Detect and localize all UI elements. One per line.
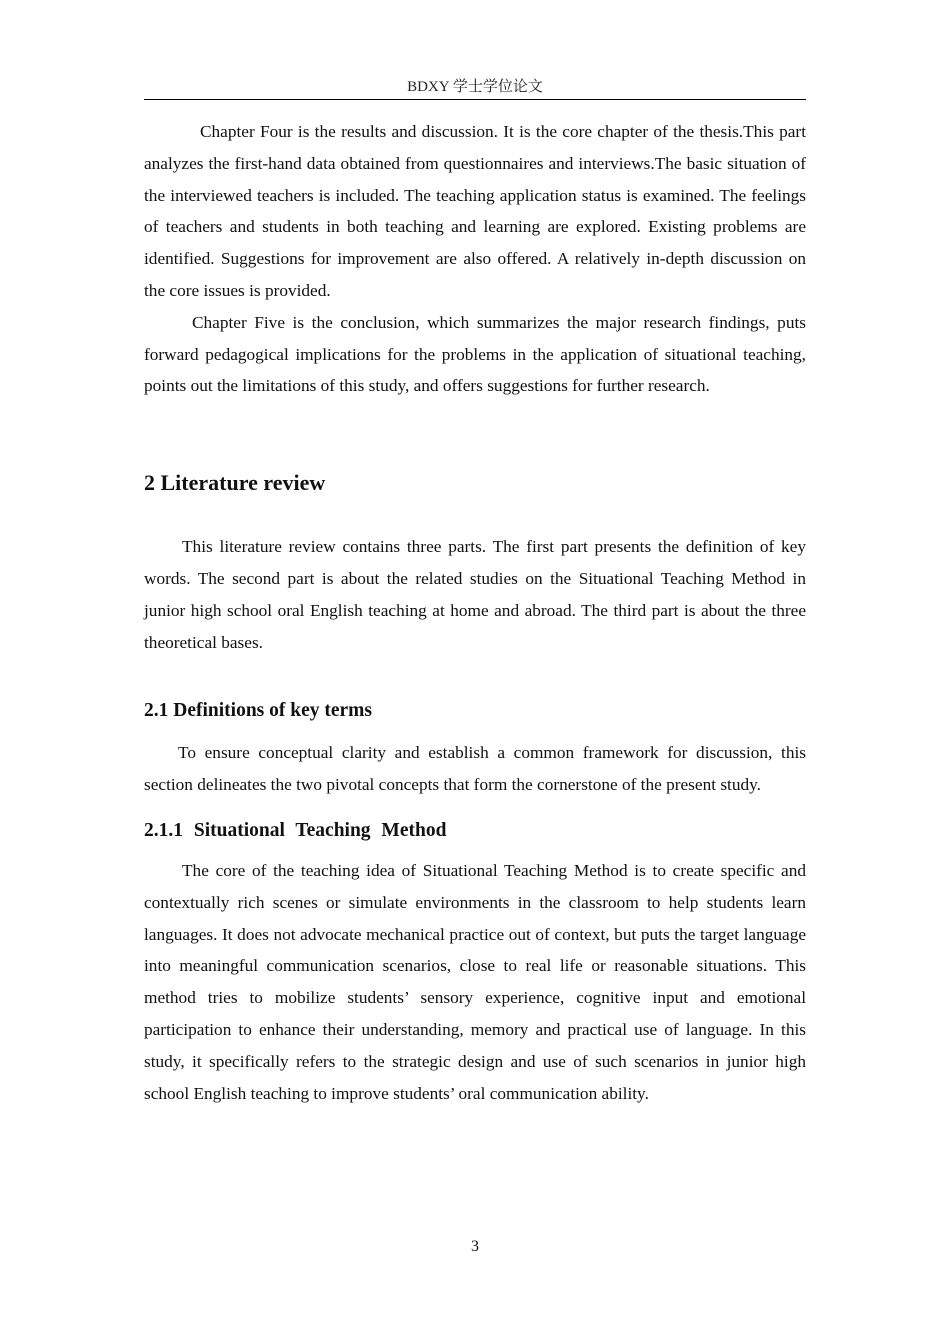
paragraph-chapter-four: Chapter Four is the results and discussion. It is the core chapter of the thesis.This part analyzes the first-hand data obtained from questionnaires and interviews.The basic situation of the interviewed teachers is included. The teaching application status is examined. The feelings of teachers and students in both teaching and learning are explored. Existing problems are identified. Suggestions for improvement are also offered. A relatively in-depth discussion on the core issues is provided.	[144, 122, 806, 300]
paragraph-definitions: To ensure conceptual clarity and establish a common framework for discussion, this section delineates the two pivotal concepts that form the cornerstone of the present study.	[144, 743, 806, 795]
paragraph-chapter-five: Chapter Five is the conclusion, which summarizes the major research findings, puts forward pedagogical implications for the problems in the application of situational teaching, points out the limitations of this study, and offers suggestions for further research.	[144, 312, 806, 396]
section-heading-situational-teaching: 2.1.1 Situational Teaching Method	[144, 819, 447, 841]
running-header: BDXY 学士学位论文	[407, 79, 543, 95]
section-heading-definitions: 2.1 Definitions of key terms	[144, 700, 373, 722]
paragraph-literature-intro: This literature review contains three parts. The first part presents the definition of key words. The second part is about the related studies on the Situational Teaching Method in junior high school oral English teaching at home and abroad. The third part is about the three theoretical bases.	[144, 537, 806, 652]
paragraph-situational-teaching: The core of the teaching idea of Situational Teaching Method is to create specific and contextually rich scenes or simulate environments in the classroom to help students learn languages. It does not advocate mechanical practice out of context, but puts the target language into meaningful communication scenarios, close to real life or reasonable situations. This method tries to mobilize students’ sensory experience, cognitive input and emotional participation to enhance their understanding, memory and practical use of language. In this study, it specifically refers to the strategic design and use of such scenarios in junior high school English teaching to improve students’ oral communication ability.	[144, 860, 806, 1103]
page-body	[144, 116, 806, 1109]
page-number: 3	[471, 1238, 479, 1255]
header-rule	[144, 99, 806, 100]
section-heading-literature-review: 2 Literature review	[144, 470, 326, 496]
